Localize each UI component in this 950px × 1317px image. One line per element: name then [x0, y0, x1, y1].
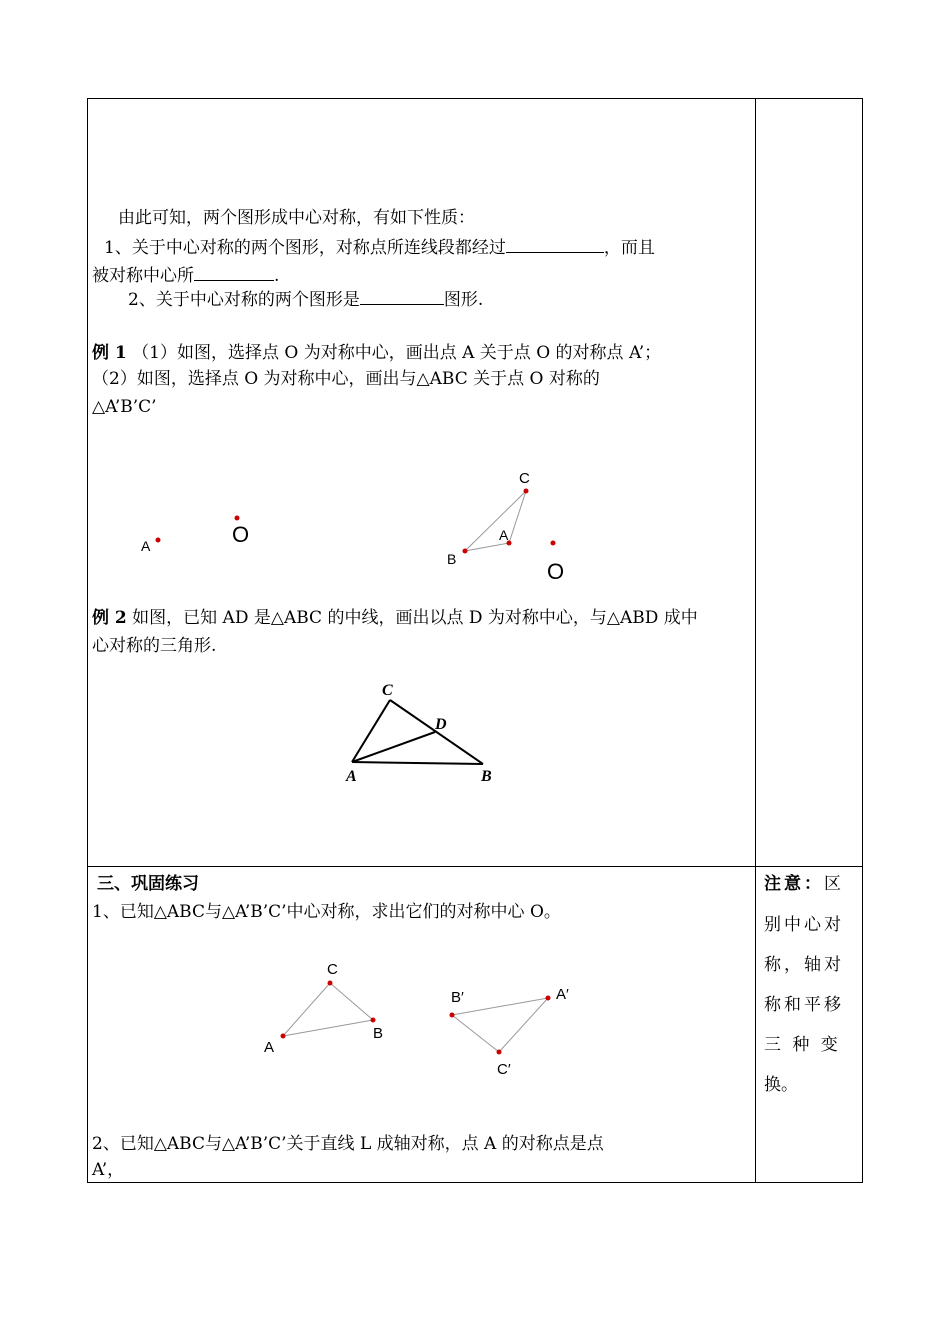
- figure-triangle-abc: [255, 955, 395, 1060]
- question-2-line-1: 2、已知△ABC与△A’B’C’关于直线 L 成轴对称，点 A 的对称点是点: [92, 1134, 604, 1154]
- figure-triangle-abc-o: [440, 466, 580, 586]
- side-note-line-2: 别中心对: [764, 915, 844, 935]
- label-a: A: [141, 538, 151, 554]
- label-b: B: [447, 551, 457, 567]
- example-2-line-1: [92, 605, 698, 631]
- point-o: [235, 516, 240, 521]
- point-b: [371, 1018, 376, 1023]
- edge-bc: [330, 983, 373, 1020]
- property-2-text-a: 2、关于中心对称的两个图形是: [128, 290, 360, 310]
- side-cell-top: [755, 98, 863, 867]
- question-2-line-2: A’，: [92, 1160, 125, 1180]
- label-c: C: [519, 470, 530, 487]
- point-a-prime: [546, 996, 551, 1001]
- side-note-line-5: 三 种 变: [764, 1035, 841, 1055]
- example-1-line-3: △A’B’C’: [92, 397, 157, 417]
- example-1-text-1: （1）如图，选择点 O 为对称中心，画出点 A 关于点 O 的对称点 A’；: [132, 343, 662, 363]
- property-1-line-1: [104, 234, 655, 261]
- example-2-line-2: 心对称的三角形.: [92, 636, 217, 656]
- edge-cb: [452, 1015, 499, 1052]
- figure-triangle-abc-prime: [440, 980, 590, 1080]
- label-c: C: [382, 682, 393, 699]
- edge-ca: [352, 700, 390, 762]
- point-b: [463, 549, 468, 554]
- label-a: A: [264, 1039, 275, 1056]
- label-a: A: [346, 768, 357, 785]
- property-1-text-c: 被对称中心所: [92, 266, 194, 286]
- example-1-label: 例 1: [92, 343, 127, 363]
- edge-ab: [352, 762, 483, 764]
- example-1-line-1: [92, 340, 661, 366]
- example-1-line-2: （2）如图，选择点 O 为对称中心，画出与△ABC 关于点 O 对称的: [92, 369, 600, 389]
- edge-ca: [283, 983, 330, 1036]
- label-b: B: [481, 768, 492, 785]
- answer-blank[interactable]: [506, 234, 604, 253]
- median-ad: [352, 732, 435, 762]
- side-note-line-6: 换。: [764, 1075, 798, 1095]
- point-o: [551, 541, 556, 546]
- answer-blank[interactable]: [360, 286, 444, 305]
- label-o: O: [232, 522, 250, 547]
- property-1-line-2: [92, 262, 279, 289]
- side-note-line-3: 称，轴对: [764, 955, 844, 975]
- side-note-label: 注意：: [764, 874, 824, 894]
- label-d: D: [435, 716, 447, 733]
- question-1: 1、已知△ABC与△A’B’C’中心对称，求出它们的对称中心 O。: [92, 902, 561, 922]
- side-note-line-4: 称和平移: [764, 995, 844, 1015]
- label-o: O: [547, 559, 565, 584]
- figure-point-a-o: [130, 505, 270, 555]
- example-2-label: 例 2: [92, 608, 127, 628]
- label-c-prime: C′: [497, 1061, 511, 1078]
- edge-cb: [465, 491, 526, 551]
- point-a: [281, 1034, 286, 1039]
- property-1-text-b: ，而且: [603, 238, 655, 258]
- label-b: B: [373, 1025, 384, 1042]
- label-b-prime: B′: [451, 989, 464, 1006]
- property-1-text-a: 1、关于中心对称的两个图形，对称点所连线段都经过: [104, 238, 506, 258]
- label-a-prime: A′: [556, 986, 569, 1003]
- answer-blank[interactable]: [194, 262, 274, 281]
- point-c: [524, 489, 529, 494]
- edge-ab: [283, 1020, 373, 1036]
- point-c-prime: [497, 1050, 502, 1055]
- edge-ac: [499, 998, 548, 1052]
- edge-ba: [452, 998, 548, 1015]
- property-1-text-d: .: [274, 266, 280, 286]
- property-2-line: [128, 286, 483, 313]
- intro-text: 由此可知，两个图形成中心对称，有如下性质：: [118, 208, 475, 228]
- label-a: A: [499, 527, 509, 543]
- label-c: C: [327, 961, 338, 978]
- point-a: [156, 538, 161, 543]
- side-note-text-1: 区: [824, 874, 844, 894]
- section-heading: 三、巩固练习: [97, 874, 199, 894]
- example-2-text-1: 如图，已知 AD 是△ABC 的中线，画出以点 D 为对称中心，与△ABD 成中: [132, 608, 698, 628]
- point-c: [328, 981, 333, 986]
- figure-triangle-median: [340, 680, 510, 790]
- property-2-text-b: 图形.: [443, 290, 484, 310]
- side-note-line-1: [764, 871, 844, 897]
- point-b-prime: [450, 1013, 455, 1018]
